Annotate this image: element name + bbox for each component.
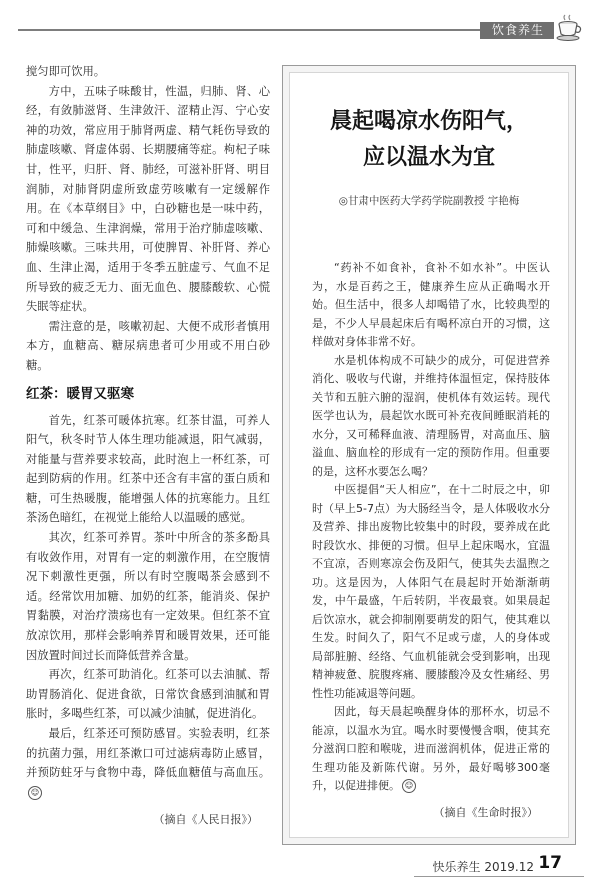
left-source: （摘自《人民日报》）: [153, 813, 258, 827]
article-paragraph: 中医提倡“天人相应”，在十二时辰之中，卯时（早上5-7点）为大肠经当令，是人体吸收水分及营养、排出废物比较集中的时段，要养成在此时段饮水、排便的习惯。但早上起床喝水，宜温不宜凉，否则寒凉会伤及阳气，使其失去温煦之功。这是因为，人体阳气在晨起时开始渐渐萌发，中午最盛，午后转阴，半夜最衰。如果晨起后饮凉水，就会抑制刚要萌发的阳气，使其难以生发。时间久了，阳气不足或亏虚，人的身体或局部脏腑、经络、气血机能就会受到影响，出现精神疲惫、脘腹疼痛、腰膝酸冷及女性痛经、男性性功能减退等问题。: [312, 483, 550, 700]
article-source: （摘自《生命时报》）: [433, 805, 538, 819]
article-paragraph-text: 因此，每天晨起唤醒身体的那杯水，切忌不能凉，以温水为宜。喝水时要慢慢含咽，使其充分滋润口腔和喉咙，进而滋润机体，促进正常的生理功能及新陈代谢。另外，最好喝够300毫升，以促进排便。: [312, 705, 550, 792]
article-paragraph: “药补不如食补，食补不如水补”。中医认为，水是百药之王，健康养生应从正确喝水开始。但生活中，很多人却喝错了水，比较典型的是，不少人早晨起床后有喝杯凉白开的习惯，这样做对身体非常不好。: [312, 261, 550, 348]
left-paragraph: 其次，红茶可养胃。茶叶中所含的茶多酚具有收敛作用，对胃有一定的刺激作用，在空腹情况下刺激性更强，所以有时空腹喝茶会感到不适。经常饮用加糖、加奶的红茶，能消炎、保护胃黏膜，对治疗溃疡也有一定效果。但红茶不宜放凉饮用，那样会影响养胃和暖胃效果，还可能因放置时间过长而降低营养含量。: [26, 531, 270, 662]
footer-brand: 快乐养生 2019.12: [432, 860, 534, 874]
article-box: [282, 65, 576, 845]
page-number: 17: [538, 853, 562, 873]
section-heading: 红茶：暖胃又驱寒: [26, 385, 134, 402]
left-paragraph: 方中，五味子味酸甘，性温，归肺、肾、心经，有敛肺滋肾、生津敛汗、涩精止泻、宁心安神的功效，常应用于肺肾两虚、精气耗伤导致的肺虚咳嗽、肾虚体弱、长期腰痛等症。枸杞子味甘，性平，归肝、肾、肺经，可滋补肝肾、明目润肺，对肺肾阴虚所致虚劳咳嗽有一定缓解作用。在《本草纲目》中，白砂糖也是一味中药，可和中缓急、生津润燥，常用于治疗肺虚咳嗽、肺燥咳嗽。三味共用，可使脾胃、补肝肾、养心血、生津止渴，适用于冬季五脏虚亏、气血不足所导致的疲乏无力、面无血色、腰膝酸软、心慌失眠等症状。: [26, 84, 270, 314]
left-column: [26, 62, 270, 830]
left-paragraph-text: 最后，红茶还可预防感冒。实验表明，红茶的抗菌力强，用红茶漱口可过滤病毒防止感冒，并预防蛀牙与食物中毒，降低血糖值与高血压。: [26, 727, 270, 780]
end-mark-icon: ☺: [402, 779, 416, 793]
article-byline: ◎甘肃中医药大学药学院副教授 宇艳梅: [338, 195, 520, 207]
left-paragraph: [26, 724, 270, 802]
footer-rule: [414, 876, 584, 877]
left-paragraph: 需注意的是，咳嗽初起、大便不成形者慎用本方，血糖高、糖尿病患者可少用或不用白砂糖。: [26, 319, 270, 372]
teacup-icon: [556, 14, 582, 42]
article-paragraph: [312, 703, 550, 796]
article-panel: [289, 72, 569, 838]
article-title: [290, 103, 568, 175]
section-tag: 饮食养生: [480, 22, 554, 39]
article-title-line-1: 晨起喝凉水伤阳气，: [329, 108, 528, 134]
article-title-line-2: 应以温水为宜: [362, 144, 495, 170]
left-paragraph: 再次，红茶可助消化。红茶可以去油腻、帮助胃肠消化、促进食欲，日常饮食感到油腻和胃胀时，多喝些红茶，可以减少油腻，促进消化。: [26, 668, 270, 721]
left-paragraph: 搅匀即可饮用。: [26, 65, 106, 78]
article-body: [312, 259, 550, 822]
left-paragraph: 首先，红茶可暖体抗寒。红茶甘温，可养人阳气，秋冬时节人体生理功能减退，阳气减弱，对能量与营养要求较高，此时泡上一杯红茶，可起到防病的作用。红茶中还含有丰富的蛋白质和糖，可生热暖腹，能增强人体的抗寒能力。且红茶汤色暗红，在视觉上能给人以温暖的感觉。: [26, 413, 270, 525]
article-paragraph: 水是机体构成不可缺少的成分，可促进营养消化、吸收与代谢，并维持体温恒定，保持肢体关节和五脏六腑的湿润，使机体有效运转。现代医学也认为，晨起饮水既可补充夜间睡眠消耗的水分，又可稀释血液、清理肠胃，对高血压、脑溢血、脑血栓的形成有一定的预防作用。但重要的是，这杯水要怎么喝？: [312, 353, 550, 478]
header-rule: [18, 29, 522, 31]
end-mark-icon: ☺: [28, 786, 42, 800]
